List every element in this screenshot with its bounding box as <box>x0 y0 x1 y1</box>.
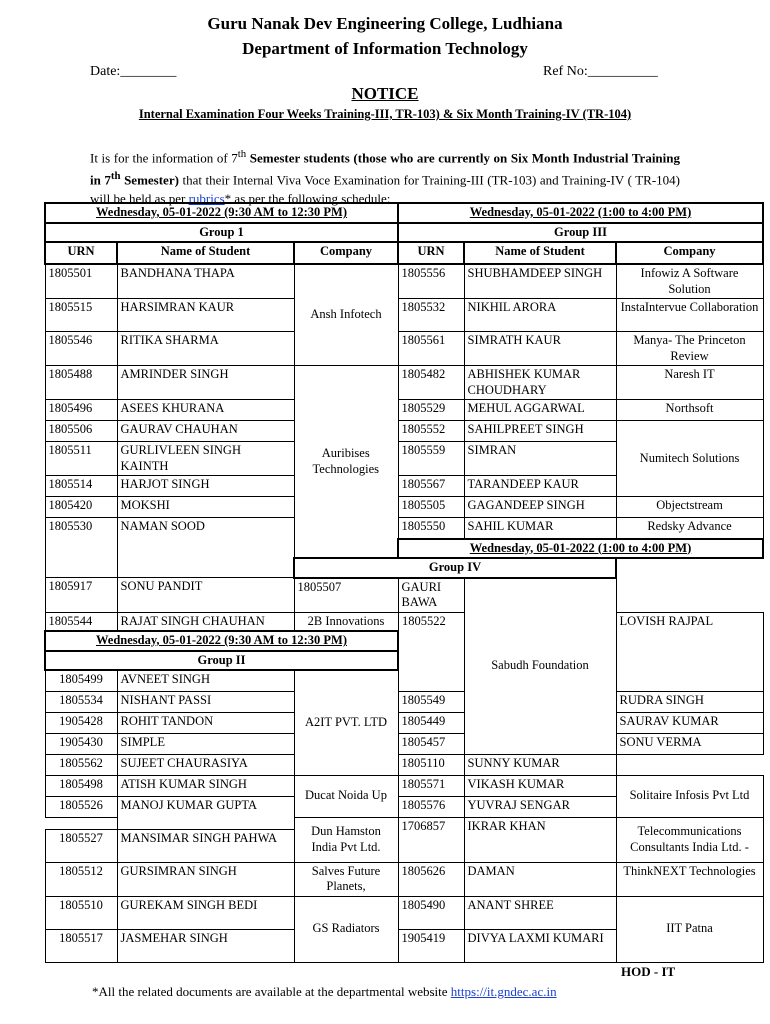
student-name: MANSIMAR SINGH PAHWA <box>117 829 294 862</box>
urn-cell: 1805512 <box>45 862 117 896</box>
urn-cell: 1805534 <box>45 691 117 712</box>
college-name: Guru Nanak Dev Engineering College, Ludhiana <box>207 14 563 33</box>
urn-cell: 1805511 <box>45 442 117 476</box>
urn-cell: 1805532 <box>398 299 464 332</box>
urn-cell: 1805529 <box>398 400 464 421</box>
urn-cell: 1805499 <box>45 670 117 691</box>
company-cell: Telecommunications Consultants India Ltd. - <box>616 817 763 862</box>
student-name: SAURAV KUMAR <box>616 712 763 733</box>
student-name: IKRAR KHAN <box>464 817 616 862</box>
urn-header: URN <box>398 242 464 264</box>
company-cell: ThinkNEXT Technologies <box>616 862 763 896</box>
urn-cell: 1805510 <box>45 896 117 929</box>
urn-cell: 1805576 <box>398 796 464 817</box>
company-cell: Infowiz A Software Solution <box>616 264 763 299</box>
group3-title: Group III <box>398 223 763 243</box>
student-name: RITIKA SHARMA <box>117 332 294 366</box>
urn-cell: 1905428 <box>45 712 117 733</box>
website-link[interactable]: https://it.gndec.ac.in <box>450 984 557 999</box>
urn-cell: 1905430 <box>45 733 117 754</box>
student-name: DIVYA LAXMI KUMARI <box>464 929 616 962</box>
student-name: NISHANT PASSI <box>117 691 294 712</box>
urn-header: URN <box>45 242 117 264</box>
company-cell: Ansh Infotech <box>294 264 398 366</box>
department-name: Department of Information Technology <box>242 39 528 58</box>
company-cell: InstaIntervue Collaboration <box>616 299 763 332</box>
group3-session: Wednesday, 05-01-2022 (1:00 to 4:00 PM) <box>398 203 763 223</box>
student-name: JASMEHAR SINGH <box>117 929 294 962</box>
urn-cell: 1805490 <box>398 896 464 929</box>
urn-cell: 1805552 <box>398 421 464 442</box>
urn-cell: 1805505 <box>398 497 464 518</box>
student-name: DAMAN <box>464 862 616 896</box>
student-name: SUJEET CHAURASIYA <box>117 754 294 775</box>
urn-cell: 1805449 <box>398 712 464 733</box>
company-cell: Naresh IT <box>616 366 763 400</box>
footer-note: *All the related documents are available at the departmental website https://it.gndec.ac.in <box>92 984 557 999</box>
urn-cell: 1805546 <box>45 332 117 366</box>
student-name: SAHIL KUMAR <box>464 518 616 539</box>
urn-cell: 1805420 <box>45 497 117 518</box>
urn-cell: 1805496 <box>45 400 117 421</box>
urn-cell: 1805549 <box>398 691 464 712</box>
student-name: BANDHANA THAPA <box>117 264 294 299</box>
student-name: SIMPLE <box>117 733 294 754</box>
urn-cell: 1805571 <box>398 775 464 796</box>
student-name: RUDRA SINGH <box>616 691 763 712</box>
notice-subject: Internal Examination Four Weeks Training-III, TR-103) & Six Month Training-IV (TR-104) <box>138 107 632 121</box>
student-name: MOKSHI <box>117 497 294 518</box>
urn-cell: 1805498 <box>45 775 117 796</box>
urn-cell: 1805556 <box>398 264 464 299</box>
urn-cell: 1805501 <box>45 264 117 299</box>
urn-cell: 1805514 <box>45 476 117 497</box>
ref-label: Ref No:__________ <box>543 64 658 79</box>
urn-cell: 1805457 <box>398 733 464 754</box>
urn-cell: 1805562 <box>45 754 117 775</box>
student-name: AVNEET SINGH <box>117 670 294 691</box>
student-name: NAMAN SOOD <box>117 518 294 578</box>
urn-cell: 1805544 <box>45 612 117 631</box>
urn-cell: 1805626 <box>398 862 464 896</box>
company-cell: Objectstream <box>616 497 763 518</box>
group1-title: Group 1 <box>45 223 398 243</box>
company-cell: Redsky Advance <box>616 518 763 539</box>
student-name: SIMRATH KAUR <box>464 332 616 366</box>
student-name: ATISH KUMAR SINGH <box>117 775 294 796</box>
company-cell: Northsoft <box>616 400 763 421</box>
company-header: Company <box>294 242 398 264</box>
student-name: LOVISH RAJPAL <box>616 612 763 691</box>
company-cell: Auribises Technologies <box>294 366 398 559</box>
student-name: GAURI BAWA <box>398 578 464 613</box>
urn-cell: 1805110 <box>398 754 464 775</box>
urn-cell: 1805522 <box>398 612 464 691</box>
date-label: Date:________ <box>90 64 177 79</box>
student-name: NIKHIL ARORA <box>464 299 616 332</box>
student-name: ABHISHEK KUMAR CHOUDHARY <box>464 366 616 400</box>
urn-cell: 1805530 <box>45 518 117 578</box>
company-header: Company <box>616 242 763 264</box>
company-cell: Manya- The Princeton Review <box>616 332 763 366</box>
group2-session: Wednesday, 05-01-2022 (9:30 AM to 12:30 PM) <box>45 631 398 651</box>
urn-cell: 1805526 <box>45 796 117 817</box>
group4-title: Group IV <box>294 558 616 578</box>
urn-cell: 1805527 <box>45 829 117 862</box>
student-name: SHUBHAMDEEP SINGH <box>464 264 616 299</box>
intro-paragraph: It is for the information of 7th Semester students (those who are currently on Six Month Industrial Training in 7th Semester) that their Internal Viva Voce Examination for Training-III (TR-103) and Training-IV ( TR-104) will be held as per rubrics* as per the following schedule: <box>90 148 681 206</box>
group2-title: Group II <box>45 651 398 671</box>
name-header: Name of Student <box>117 242 294 264</box>
student-name: GURSIMRAN SINGH <box>117 862 294 896</box>
student-name: GURLIVLEEN SINGH KAINTH <box>117 442 294 476</box>
urn-cell: 1706857 <box>398 817 464 862</box>
company-cell: Solitaire Infosis Pvt Ltd <box>616 775 763 817</box>
student-name: VIKASH KUMAR <box>464 775 616 796</box>
notice-title: NOTICE <box>351 84 419 103</box>
company-cell: GS Radiators <box>294 896 398 962</box>
student-name: YUVRAJ SENGAR <box>464 796 616 817</box>
student-name: MEHUL AGGARWAL <box>464 400 616 421</box>
company-cell: Salves Future Planets, <box>294 862 398 896</box>
hod-signature: HOD - IT <box>621 964 676 979</box>
student-name: SUNNY KUMAR <box>464 754 616 775</box>
urn-cell: 1805488 <box>45 366 117 400</box>
student-name: RAJAT SINGH CHAUHAN <box>117 612 294 631</box>
company-cell: Numitech Solutions <box>616 421 763 497</box>
student-name: GAGANDEEP SINGH <box>464 497 616 518</box>
rubrics-link[interactable]: rubrics <box>188 190 225 206</box>
urn-cell: 1805550 <box>398 518 464 539</box>
student-name: TARANDEEP KAUR <box>464 476 616 497</box>
student-name: SONU PANDIT <box>117 578 294 613</box>
urn-cell: 1805561 <box>398 332 464 366</box>
student-name: ASEES KHURANA <box>117 400 294 421</box>
group1-session: Wednesday, 05-01-2022 (9:30 AM to 12:30 PM) <box>45 203 398 223</box>
urn-cell: 1805559 <box>398 442 464 476</box>
company-cell: Sabudh Foundation <box>464 578 616 755</box>
student-name: MANOJ KUMAR GUPTA <box>117 796 294 829</box>
schedule-table <box>44 202 764 963</box>
company-cell: IIT Patna <box>616 896 763 962</box>
name-header: Name of Student <box>464 242 616 264</box>
urn-cell: 1805515 <box>45 299 117 332</box>
student-name: GUREKAM SINGH BEDI <box>117 896 294 929</box>
student-name: SAHILPREET SINGH <box>464 421 616 442</box>
group4-session: Wednesday, 05-01-2022 (1:00 to 4:00 PM) <box>398 539 763 559</box>
company-cell: A2IT PVT. LTD <box>294 670 398 775</box>
urn-cell: 1905419 <box>398 929 464 962</box>
urn-cell: 1805507 <box>294 578 398 613</box>
student-name: SIMRAN <box>464 442 616 476</box>
student-name: HARSIMRAN KAUR <box>117 299 294 332</box>
student-name: HARJOT SINGH <box>117 476 294 497</box>
urn-cell: 1805567 <box>398 476 464 497</box>
company-cell: Dun Hamston India Pvt Ltd. <box>294 817 398 862</box>
student-name: ANANT SHREE <box>464 896 616 929</box>
urn-cell: 1805482 <box>398 366 464 400</box>
student-name: ROHIT TANDON <box>117 712 294 733</box>
urn-cell: 1805917 <box>45 578 117 613</box>
urn-cell: 1805517 <box>45 929 117 962</box>
student-name: GAURAV CHAUHAN <box>117 421 294 442</box>
urn-cell: 1805506 <box>45 421 117 442</box>
company-cell: Ducat Noida Up <box>294 775 398 817</box>
company-cell: 2B Innovations <box>294 612 398 631</box>
student-name: AMRINDER SINGH <box>117 366 294 400</box>
student-name: SONU VERMA <box>616 733 763 754</box>
